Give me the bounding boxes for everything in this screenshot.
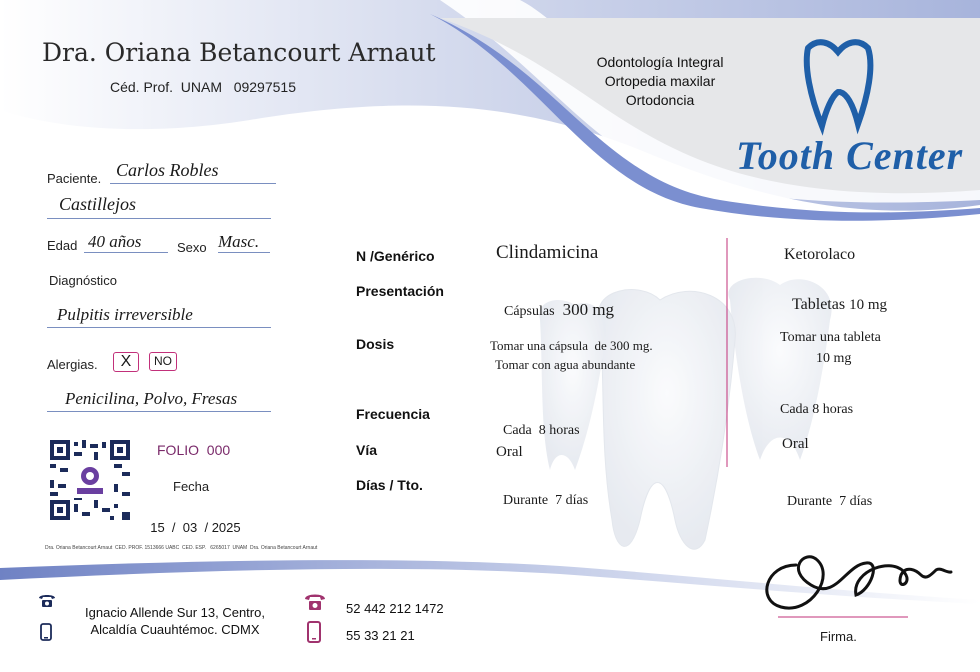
med2-frequency: Cada 8 horas [780,402,854,417]
med2-days-value: 7 días [839,494,873,509]
folio-number: FOLIO 000 [157,442,231,458]
med1-presentation-strength: 300 mg [562,300,615,319]
med2-route: Oral [782,436,809,452]
rx-label-presentation: Presentación [356,283,444,299]
sex-label: Sexo [177,240,207,255]
allergies-value: Penicilina, Polvo, Fresas [47,389,271,412]
smartphone-icon [307,621,321,643]
med2-presentation-strength: 10 mg [849,297,887,313]
diagnosis-value: Pulpitis irreversible [47,305,271,328]
med2-dose-line2: 10 mg [816,351,852,366]
med1-frequency-prefix: Cada [503,423,532,438]
med2-days-prefix: Durante [787,494,833,509]
mobile-phone-icon [40,623,52,641]
phone-icon [38,592,56,608]
date-month: 03 [182,520,198,535]
age-label: Edad [47,238,78,253]
diagnosis-label: Diagnóstico [49,273,117,288]
med1-route: Oral [496,444,523,460]
allergies-label: Alergias. [47,357,98,372]
specialties-list [570,53,750,110]
phone-number-mobile: 55 33 21 21 [346,628,415,643]
rx-label-route: Vía [356,442,378,458]
address-line2: Alcaldía Cuauhtémoc. CDMX [90,622,260,637]
signature [756,545,956,615]
med1-presentation-form: Cápsulas [504,304,555,319]
doctor-name: Dra. Oriana Betancourt Arnaut [42,38,436,67]
date-day: 15 [150,520,165,535]
allergy-yes-checkbox [113,352,139,372]
rx-label-generic: N /Genérico [356,248,435,264]
med2-presentation [784,278,887,314]
rx-label-frequency: Frecuencia [356,406,430,422]
address-line1: Ignacio Allende Sur 13, Centro, [85,605,265,620]
qr-code [50,440,130,520]
med2-generic: Ketorolaco [784,246,856,263]
fine-print: Dra. Oriana Betancourt Arnaut CED. PROF. 1513666 UABC CED. ESP. 6265017 UNAM Dra. Oriana Betancourt Arnaut [45,545,318,551]
med1-frequency [496,407,580,439]
signature-label: Firma. [820,629,857,644]
med1-dose-line1: Tomar una cápsula de 300 mg. [490,338,653,353]
allergy-no-box: NO [149,352,177,371]
age-value: 40 años [84,232,168,253]
med1-days [496,477,588,509]
med1-generic: Clindamicina [496,242,599,263]
med1-presentation [496,282,614,320]
patient-name-label: Paciente. [47,171,102,186]
date-year: 2025 [211,520,241,535]
allergy-yes-mark: X [120,353,132,370]
med1-days-prefix: Durante [503,493,549,508]
med1-dose-line2: Tomar con agua abundante [495,357,636,372]
date-label: Fecha [173,479,210,494]
brand-name: Tooth Center [736,133,964,178]
footer-address [70,604,280,638]
tooth-logo-icon [798,36,878,136]
date-value: 15 / 03 / 2025 [150,520,241,535]
med2-dose-line1: Tomar una tableta [780,330,881,345]
specialty-item: Ortopedia maxilar [604,73,716,89]
telephone-icon [304,592,326,612]
med1-frequency-value: 8 horas [538,423,580,438]
rx-label-dose: Dosis [356,336,395,352]
rx-label-days: Días / Tto. [356,477,423,493]
med1-days-value: 7 días [555,493,589,508]
doctor-cedula: Céd. Prof. UNAM 09297515 [110,79,296,95]
specialty-item: Ortodoncia [625,92,695,108]
med2-presentation-form: Tabletas [792,296,846,313]
sex-value: Masc. [218,232,270,253]
specialty-item: Odontología Integral [596,54,724,70]
patient-name-line1: Carlos Robles [110,160,276,184]
phone-number-landline: 52 442 212 1472 [346,601,444,616]
patient-name-line2: Castillejos [47,194,271,219]
med2-days [780,478,872,510]
